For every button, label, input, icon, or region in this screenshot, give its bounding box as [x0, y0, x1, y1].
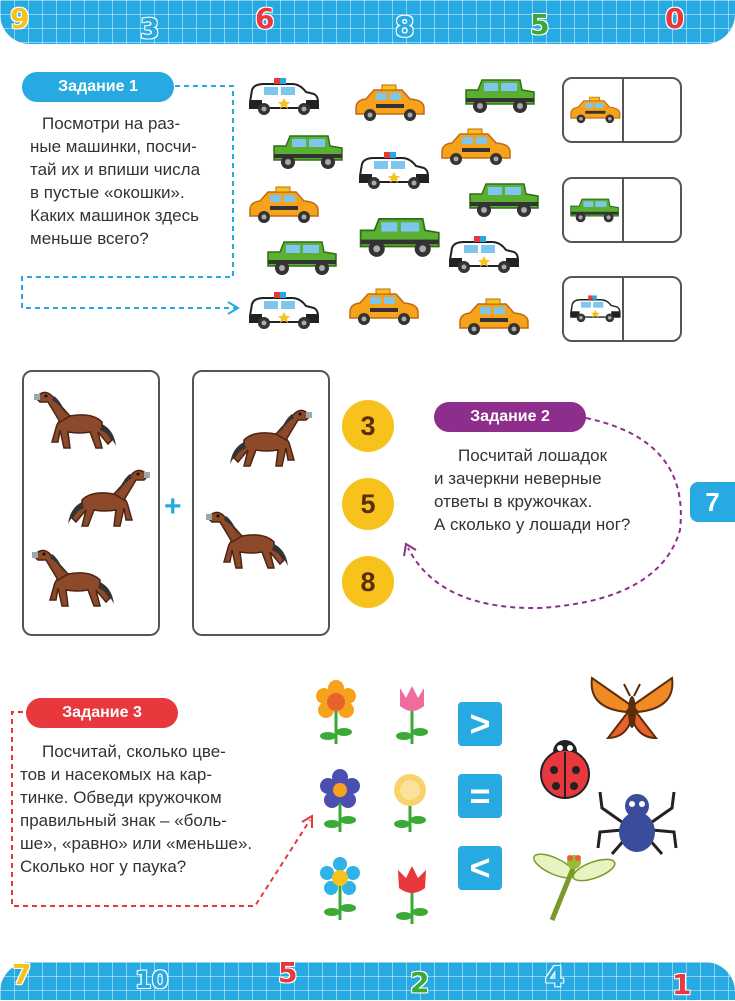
flower-icon [310, 672, 362, 748]
border-number: 0 [665, 2, 685, 35]
task3-label: Задание 3 [26, 698, 178, 728]
flower-icon [386, 852, 438, 934]
border-number: 6 [255, 2, 275, 35]
answer-circle[interactable]: 3 [342, 400, 394, 452]
border-number: 3 [140, 12, 160, 45]
equal-sign[interactable]: = [458, 774, 502, 818]
plus-sign: + [164, 490, 182, 523]
flower-icon [386, 672, 438, 748]
border-number: 9 [10, 2, 30, 35]
border-number: 1 [672, 968, 692, 1001]
answer-circle[interactable]: 8 [342, 556, 394, 608]
task1-label: Задание 1 [22, 72, 174, 102]
less-sign[interactable]: < [458, 846, 502, 890]
task2-text: Посчитай лошадок и зачеркни неверные ответы в кружочках. А сколько у лошади ног? [434, 446, 631, 534]
dragonfly-icon [530, 840, 622, 924]
border-number: 5 [530, 8, 550, 41]
border-number: 8 [395, 10, 415, 43]
ladybug-icon [530, 730, 600, 802]
border-number: 5 [278, 956, 298, 989]
answer-circle[interactable]: 5 [342, 478, 394, 530]
greater-sign[interactable]: > [458, 702, 502, 746]
flower-icon [314, 760, 366, 836]
border-number: 7 [12, 958, 32, 991]
task3-text: Посчитай, сколько цве- тов и насекомых на кар- тинке. Обведи кружочком правильный знак – «боль- ше», «равно» или «меньше». Сколько ног у паука? [20, 742, 253, 876]
task2-label: Задание 2 [434, 402, 586, 432]
border-number: 10 [135, 966, 169, 994]
task1-text: Посмотри на раз- ные машинки, посчи- тай их и впиши числа в пустые «окошки». Каких машинок здесь меньше всего? [30, 114, 201, 248]
flower-icon [384, 760, 436, 836]
border-number: 4 [545, 960, 565, 993]
border-number: 2 [410, 966, 430, 999]
page-number-tab: 7 [690, 482, 735, 522]
flower-icon [314, 848, 366, 930]
